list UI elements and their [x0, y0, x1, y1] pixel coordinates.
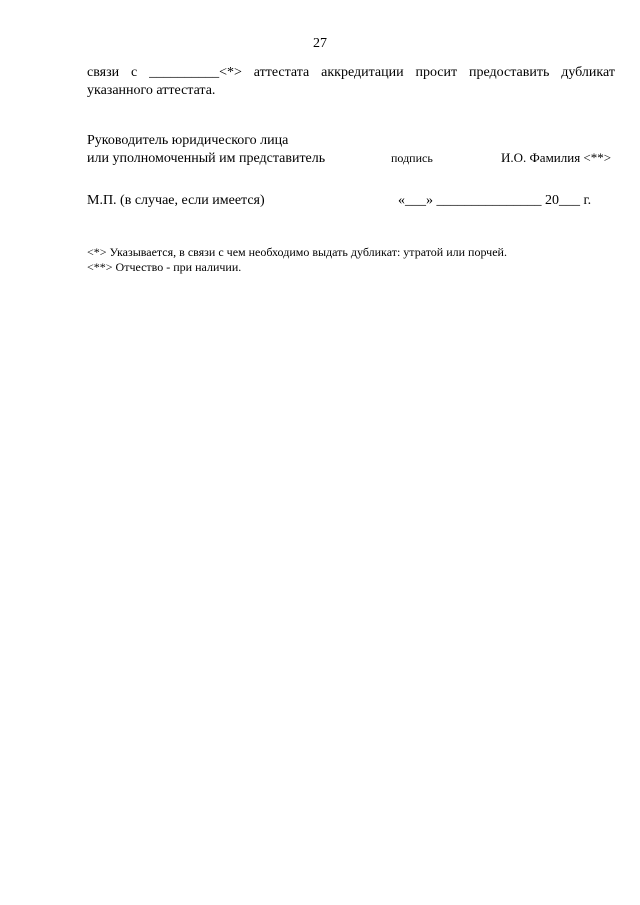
paragraph-word: с [130, 65, 138, 80]
footnote-1: <*> Указывается, в связи с чем необходимо выдать дубликат: утратой или порчей. [87, 245, 507, 259]
signer-title-line-1: Руководитель юридического лица [87, 133, 289, 148]
signer-title-line-2: или уполномоченный им представитель [87, 151, 326, 166]
name-caption: И.О. Фамилия <**> [501, 150, 612, 165]
paragraph-word: аккредитации [321, 65, 404, 80]
footnote-2: <**> Отчество - при наличии. [87, 260, 242, 274]
signer-title [87, 132, 325, 168]
signature-caption: подпись [391, 151, 433, 165]
paragraph-word: связи [87, 65, 120, 80]
paragraph-word: дубликат [561, 65, 615, 80]
paragraph-line-2: указанного аттестата. [87, 83, 216, 98]
request-paragraph [87, 64, 615, 100]
paragraph-word: предоставить [469, 65, 550, 80]
paragraph-word: просит [415, 65, 458, 80]
paragraph-word: аттестата [253, 65, 310, 80]
page-number: 27 [313, 36, 327, 51]
stamp-label: М.П. (в случае, если имеется) [87, 193, 265, 208]
paragraph-line-1 [87, 64, 615, 82]
footnotes [87, 245, 507, 275]
reason-blank: __________<*> [149, 65, 242, 80]
date-line: «___» _______________ 20___ г. [398, 193, 592, 208]
